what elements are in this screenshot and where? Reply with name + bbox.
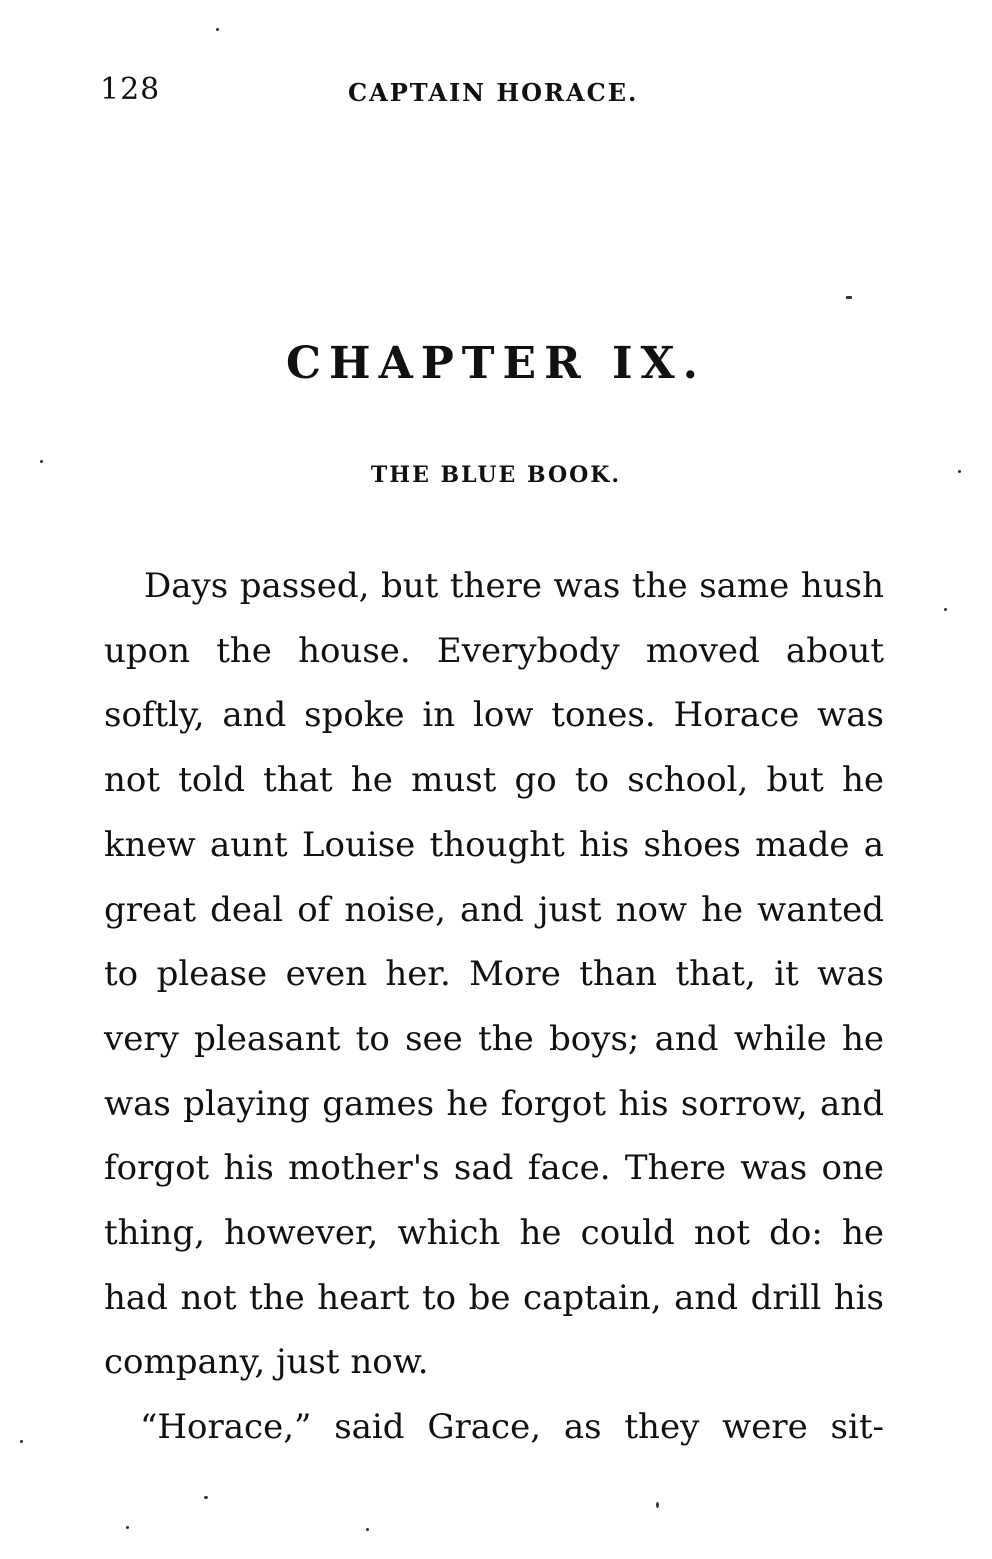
text-line: forgot his mother's sad face. There was one [104, 1148, 884, 1189]
text-line: not told that he must go to school, but he [104, 760, 884, 801]
text-line: softly, and spoke in low tones. Horace was [104, 695, 884, 736]
chapter-subtitle: THE BLUE BOOK. [370, 462, 622, 488]
scan-speck [204, 1496, 208, 1499]
body-text [104, 554, 884, 1460]
text-line: was playing games he forgot his sorrow, and [104, 1083, 884, 1124]
text-line: knew aunt Louise thought his shoes made a [104, 824, 884, 865]
text-line: “Horace,” said Grace, as they were sit- [140, 1407, 884, 1448]
text-line: to please even her. More than that, it was [104, 954, 884, 995]
scan-speck [366, 1528, 369, 1531]
text-line: thing, however, which he could not do: he [104, 1213, 884, 1254]
text-line: company, just now. [104, 1342, 429, 1383]
running-head: CAPTAIN HORACE. [348, 78, 639, 107]
text-line: upon the house. Everybody moved about [104, 630, 884, 671]
scan-speck [944, 608, 947, 611]
scan-speck [846, 296, 852, 299]
chapter-title: CHAPTER IX. [285, 338, 707, 389]
scan-speck [958, 470, 961, 473]
scan-speck [216, 28, 219, 31]
scan-speck [656, 1502, 659, 1508]
scan-speck [20, 1440, 23, 1443]
scan-speck [40, 460, 43, 463]
scan-speck [126, 1526, 129, 1529]
text-line: Days passed, but there was the same hush [144, 566, 884, 606]
text-line: had not the heart to be captain, and drill his [104, 1277, 884, 1318]
page-number: 128 [100, 72, 161, 107]
text-line: great deal of noise, and just now he wanted [104, 889, 884, 930]
text-line: very pleasant to see the boys; and while he [104, 1018, 884, 1059]
